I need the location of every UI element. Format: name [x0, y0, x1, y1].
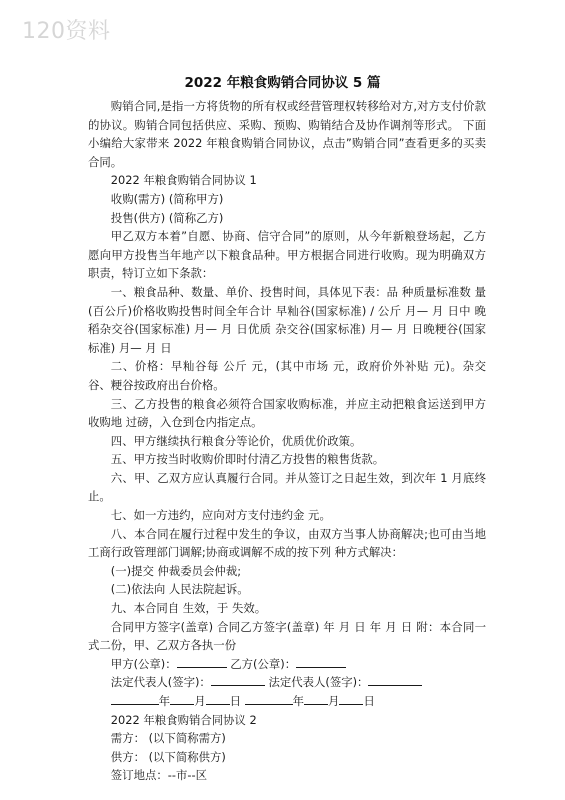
clause-4: 四、甲方继续执行粮食分等论价，优质优价政策。: [110, 433, 362, 448]
clause-5: 五、甲方按当时收购价即时付清乙方投售的粮售货款。: [110, 452, 385, 467]
rep-a-label: 法定代表人(签字)：: [110, 675, 211, 690]
date-a-year: 年: [158, 694, 171, 708]
agreement1-heading: 2022 年粮食购销合同协议 1: [110, 173, 257, 188]
document-body: [88, 97, 486, 785]
party-b-line: 投售(供方) (简称乙方): [110, 210, 224, 225]
signature-note: 合同甲方签字(盖章) 合同乙方签字(盖章) 年 月 日 年 月 日 附：本合同一式二份，甲、乙双方各执一份: [88, 619, 486, 653]
clause-6: 六、甲、乙双方应认真履行合同。并从签订之日起生效，到次年 1 月底终止。: [88, 470, 486, 504]
date-line: [88, 692, 486, 711]
date-b-month: 月: [328, 694, 340, 708]
clause-3: 三、乙方投售的粮食必须符合国家收购标准，并应主动把粮食运送到甲方收购地 过磅，入仓到仓内指定点。: [88, 396, 486, 430]
clause-8: 八、本合同在履行过程中发生的争议，由双方当事人协商解决;也可由当地工商行政管理部门调解;协商或调解不成的按下列 种方式解决：: [88, 526, 486, 560]
rep-a-blank: [211, 673, 265, 686]
representative-line: [88, 673, 486, 692]
seal-a-label: 甲方(公章)：: [110, 656, 177, 671]
date-b-year-blank: [245, 692, 293, 705]
rep-b-blank: [368, 673, 422, 686]
date-a-day-blank: [206, 692, 230, 705]
date-a-month-blank: [170, 692, 194, 705]
seal-a-blank: [177, 655, 227, 668]
seal-b-label: 乙方(公章)：: [230, 656, 297, 671]
agreement2-heading: 2022 年粮食购销合同协议 2: [110, 712, 257, 727]
clause-9: 九、本合同自 生效，于 失效。: [110, 601, 267, 616]
date-a-year-blank: [111, 692, 159, 705]
preamble-paragraph: 甲乙双方本着”自愿、协商、信守合同”的原则，从今年新粮登场起，乙方愿向甲方投售当年地产以下粮食品种。甲方根据合同进行收购。现为明确双方职责，特订立如下条款：: [88, 229, 486, 281]
dispute-option-2: (二)依法向 人民法院起诉。: [110, 582, 249, 597]
date-b-month-blank: [304, 692, 328, 705]
rep-b-label: 法定代表人(签字)：: [268, 675, 369, 690]
party-a-line: 收购(需方) (简称甲方): [110, 191, 224, 206]
date-b-day-blank: [339, 692, 363, 705]
signing-place-line: 签订地点：--市--区: [110, 768, 207, 783]
clause-2: 二、价格：早籼谷每 公斤 元，(其中市场 元，政府价外补贴 元)。杂交谷、粳谷按政府出台价格。: [88, 359, 486, 392]
buyer-line: 需方： (以下简称需方): [110, 731, 226, 746]
clause-1: 一、粮食品种、数量、单价、投售时间，具体见下表：品 种质量标准数 量 (百公斤)价格收购投售时间全年合计 早籼谷(国家标准) / 公斤 月— 月 日中 晚稻杂交谷(国家标准) 月— 月 日优质 杂交谷(国家标准) 月— 月 日晚粳谷(国家标准) 月— 月 日: [88, 284, 486, 355]
clause-7: 七、如一方违约，应向对方支付违约金 元。: [110, 508, 331, 523]
dispute-option-1: (一)提交 仲裁委员会仲裁;: [110, 563, 242, 578]
date-b-year: 年: [292, 694, 305, 708]
seal-line: [88, 655, 486, 674]
intro-paragraph: 购销合同,是指一方将货物的所有权或经营管理权转移给对方,对方支付价款的协议。购销合同包括供应、采购、预购、购销结合及协作调剂等形式。 下面小编给大家带来 2022 年粮食购销合同协议，点击”购销合同”查看更多的买卖合同。: [88, 99, 486, 169]
date-a-day: 日: [229, 694, 242, 708]
seller-line: 供方： (以下简称供方): [110, 749, 226, 764]
date-b-day: 日: [363, 694, 375, 708]
watermark: 120资料: [22, 19, 111, 44]
document-title: 2022 年粮食购销合同协议 5 篇: [184, 75, 381, 91]
seal-b-blank: [296, 655, 346, 668]
date-a-month: 月: [194, 694, 206, 708]
